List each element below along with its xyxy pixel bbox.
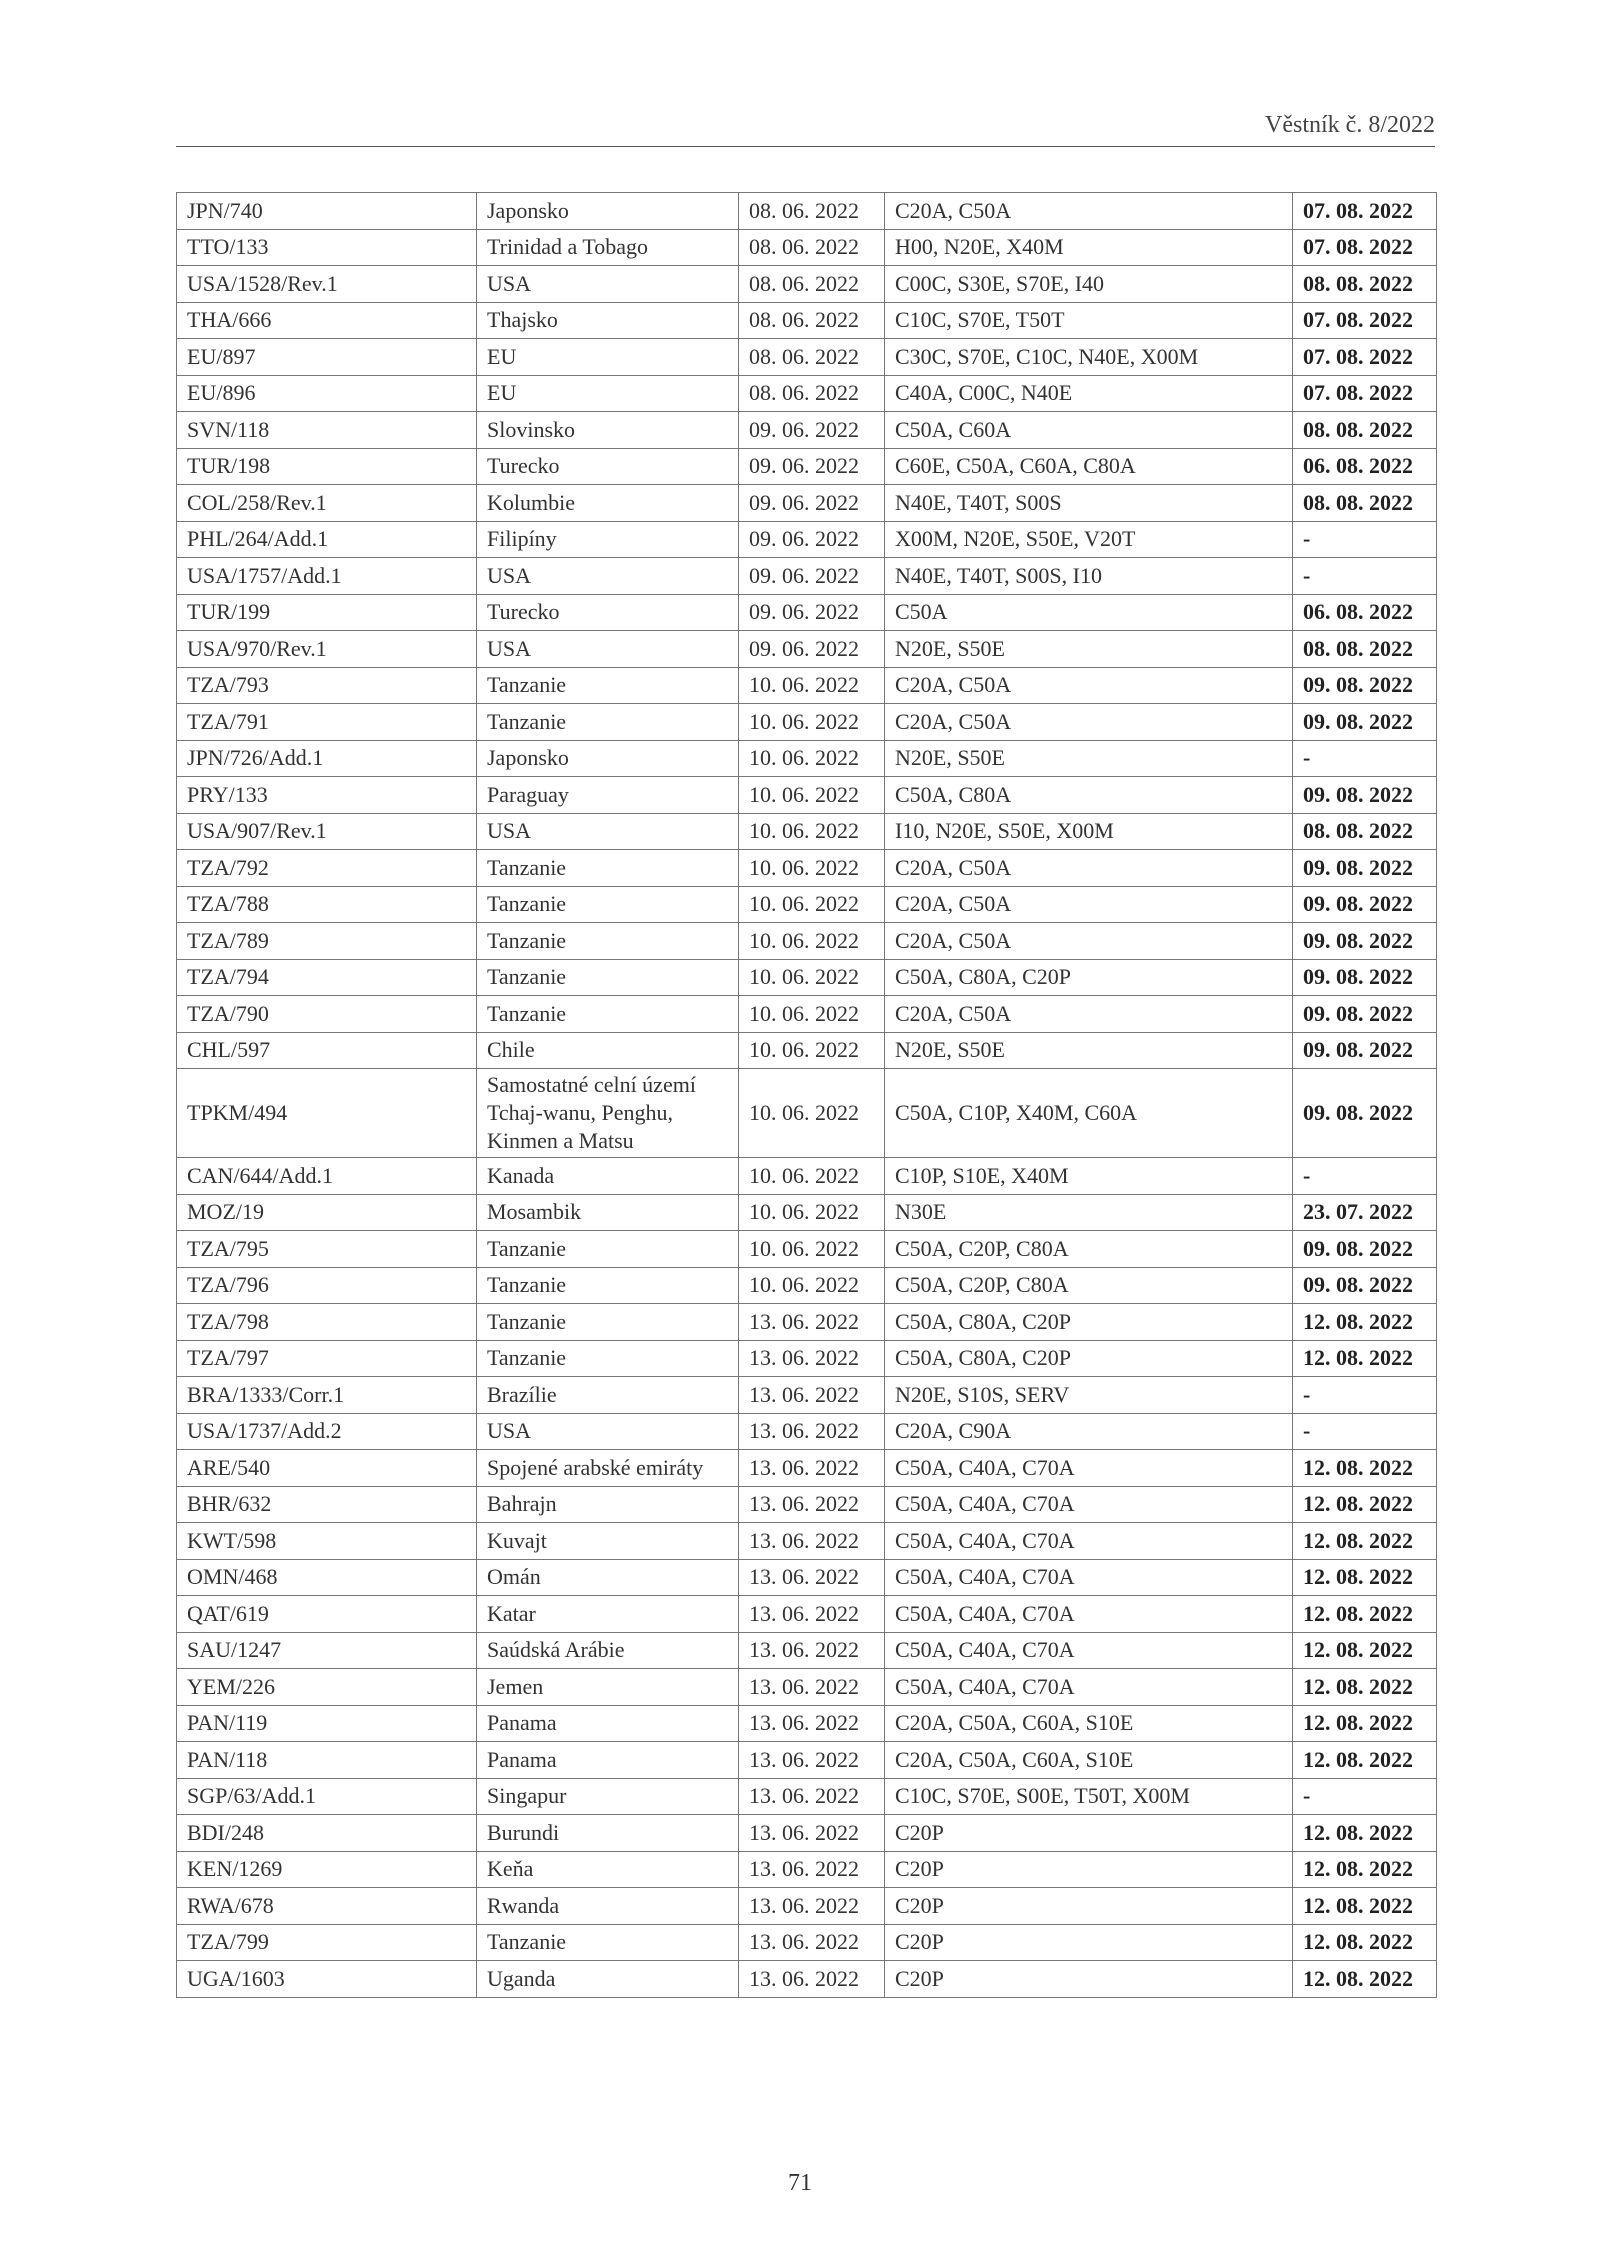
document-code-cell: TZA/799 xyxy=(177,1924,477,1961)
comment-deadline-cell: 08. 08. 2022 xyxy=(1293,631,1437,668)
table-row xyxy=(177,302,1437,339)
table-row xyxy=(177,996,1437,1033)
country-cell: Chile xyxy=(477,1032,739,1069)
table-row xyxy=(177,266,1437,303)
classification-codes-cell: C20P xyxy=(885,1924,1293,1961)
notification-date-cell: 08. 06. 2022 xyxy=(739,375,885,412)
classification-codes-cell: N20E, S50E xyxy=(885,1032,1293,1069)
classification-codes-cell: N30E xyxy=(885,1194,1293,1231)
comment-deadline-cell: 08. 08. 2022 xyxy=(1293,266,1437,303)
country-cell: Omán xyxy=(477,1559,739,1596)
notification-date-cell: 10. 06. 2022 xyxy=(739,886,885,923)
document-code-cell: TZA/792 xyxy=(177,850,477,887)
comment-deadline-cell: 12. 08. 2022 xyxy=(1293,1924,1437,1961)
country-cell: USA xyxy=(477,631,739,668)
classification-codes-cell: N20E, S50E xyxy=(885,740,1293,777)
country-cell: Tanzanie xyxy=(477,1924,739,1961)
document-code-cell: QAT/619 xyxy=(177,1596,477,1633)
notification-date-cell: 10. 06. 2022 xyxy=(739,996,885,1033)
country-cell: Tanzanie xyxy=(477,886,739,923)
classification-codes-cell: C50A, C80A, C20P xyxy=(885,959,1293,996)
country-cell: Panama xyxy=(477,1742,739,1779)
table-row xyxy=(177,1486,1437,1523)
country-cell: Burundi xyxy=(477,1815,739,1852)
table-row xyxy=(177,704,1437,741)
table-row xyxy=(177,1632,1437,1669)
classification-codes-cell: C20A, C50A, C60A, S10E xyxy=(885,1705,1293,1742)
notification-date-cell: 13. 06. 2022 xyxy=(739,1559,885,1596)
country-cell: Trinidad a Tobago xyxy=(477,229,739,266)
table-row xyxy=(177,594,1437,631)
table-row xyxy=(177,1523,1437,1560)
table-row xyxy=(177,375,1437,412)
document-code-cell: JPN/726/Add.1 xyxy=(177,740,477,777)
notification-date-cell: 13. 06. 2022 xyxy=(739,1632,885,1669)
comment-deadline-cell: 08. 08. 2022 xyxy=(1293,485,1437,522)
comment-deadline-cell: 12. 08. 2022 xyxy=(1293,1632,1437,1669)
document-code-cell: TUR/198 xyxy=(177,448,477,485)
notification-date-cell: 09. 06. 2022 xyxy=(739,594,885,631)
classification-codes-cell: C50A, C80A, C20P xyxy=(885,1340,1293,1377)
country-cell: Tanzanie xyxy=(477,959,739,996)
document-code-cell: ARE/540 xyxy=(177,1450,477,1487)
document-code-cell: USA/907/Rev.1 xyxy=(177,813,477,850)
classification-codes-cell: C50A, C40A, C70A xyxy=(885,1486,1293,1523)
notification-date-cell: 13. 06. 2022 xyxy=(739,1961,885,1998)
notification-date-cell: 10. 06. 2022 xyxy=(739,1194,885,1231)
document-code-cell: USA/1737/Add.2 xyxy=(177,1413,477,1450)
country-cell: Uganda xyxy=(477,1961,739,1998)
comment-deadline-cell: - xyxy=(1293,1778,1437,1815)
table-row xyxy=(177,1032,1437,1069)
classification-codes-cell: C10C, S70E, T50T xyxy=(885,302,1293,339)
comment-deadline-cell: 09. 08. 2022 xyxy=(1293,667,1437,704)
country-cell: Spojené arabské emiráty xyxy=(477,1450,739,1487)
classification-codes-cell: C00C, S30E, S70E, I40 xyxy=(885,266,1293,303)
table-row xyxy=(177,1450,1437,1487)
document-code-cell: BHR/632 xyxy=(177,1486,477,1523)
comment-deadline-cell: 23. 07. 2022 xyxy=(1293,1194,1437,1231)
comment-deadline-cell: 09. 08. 2022 xyxy=(1293,1032,1437,1069)
document-code-cell: BDI/248 xyxy=(177,1815,477,1852)
table-row xyxy=(177,740,1437,777)
classification-codes-cell: C30C, S70E, C10C, N40E, X00M xyxy=(885,339,1293,376)
table-row xyxy=(177,1340,1437,1377)
comment-deadline-cell: 06. 08. 2022 xyxy=(1293,594,1437,631)
document-code-cell: EU/897 xyxy=(177,339,477,376)
document-code-cell: THA/666 xyxy=(177,302,477,339)
notification-date-cell: 10. 06. 2022 xyxy=(739,1158,885,1195)
classification-codes-cell: C20A, C50A xyxy=(885,193,1293,230)
comment-deadline-cell: 12. 08. 2022 xyxy=(1293,1304,1437,1341)
document-code-cell: TZA/791 xyxy=(177,704,477,741)
notification-date-cell: 10. 06. 2022 xyxy=(739,1032,885,1069)
document-code-cell: BRA/1333/Corr.1 xyxy=(177,1377,477,1414)
country-cell: EU xyxy=(477,375,739,412)
document-code-cell: PAN/118 xyxy=(177,1742,477,1779)
country-cell: Kanada xyxy=(477,1158,739,1195)
table-body xyxy=(177,193,1437,1998)
notification-date-cell: 13. 06. 2022 xyxy=(739,1450,885,1487)
table-row xyxy=(177,813,1437,850)
country-cell: USA xyxy=(477,813,739,850)
country-cell: Japonsko xyxy=(477,740,739,777)
table-row xyxy=(177,1888,1437,1925)
country-cell: Saúdská Arábie xyxy=(477,1632,739,1669)
document-code-cell: TZA/794 xyxy=(177,959,477,996)
classification-codes-cell: C20A, C50A xyxy=(885,704,1293,741)
country-cell: Turecko xyxy=(477,448,739,485)
document-code-cell: CHL/597 xyxy=(177,1032,477,1069)
table-row xyxy=(177,1158,1437,1195)
document-code-cell: KEN/1269 xyxy=(177,1851,477,1888)
table-row xyxy=(177,1924,1437,1961)
table-row xyxy=(177,229,1437,266)
table-row xyxy=(177,448,1437,485)
notification-date-cell: 08. 06. 2022 xyxy=(739,193,885,230)
document-code-cell: SGP/63/Add.1 xyxy=(177,1778,477,1815)
notification-table xyxy=(176,192,1437,1998)
table-row xyxy=(177,1194,1437,1231)
country-cell: EU xyxy=(477,339,739,376)
notification-date-cell: 10. 06. 2022 xyxy=(739,923,885,960)
classification-codes-cell: N20E, S50E xyxy=(885,631,1293,668)
table-row xyxy=(177,959,1437,996)
notification-date-cell: 08. 06. 2022 xyxy=(739,339,885,376)
table-row xyxy=(177,1742,1437,1779)
document-code-cell: CAN/644/Add.1 xyxy=(177,1158,477,1195)
comment-deadline-cell: 08. 08. 2022 xyxy=(1293,813,1437,850)
classification-codes-cell: C20A, C50A xyxy=(885,667,1293,704)
country-cell: Filipíny xyxy=(477,521,739,558)
notification-date-cell: 09. 06. 2022 xyxy=(739,412,885,449)
notification-date-cell: 09. 06. 2022 xyxy=(739,448,885,485)
notification-date-cell: 10. 06. 2022 xyxy=(739,1267,885,1304)
country-cell: Jemen xyxy=(477,1669,739,1706)
table-row xyxy=(177,777,1437,814)
document-code-cell: JPN/740 xyxy=(177,193,477,230)
classification-codes-cell: N40E, T40T, S00S xyxy=(885,485,1293,522)
document-code-cell: TPKM/494 xyxy=(177,1069,477,1158)
table-row xyxy=(177,1559,1437,1596)
notification-date-cell: 10. 06. 2022 xyxy=(739,667,885,704)
country-cell: Tanzanie xyxy=(477,923,739,960)
comment-deadline-cell: - xyxy=(1293,558,1437,595)
table-row xyxy=(177,521,1437,558)
notification-date-cell: 13. 06. 2022 xyxy=(739,1851,885,1888)
comment-deadline-cell: - xyxy=(1293,1413,1437,1450)
table-row xyxy=(177,339,1437,376)
document-code-cell: TZA/789 xyxy=(177,923,477,960)
document-code-cell: SAU/1247 xyxy=(177,1632,477,1669)
comment-deadline-cell: 12. 08. 2022 xyxy=(1293,1705,1437,1742)
country-cell: USA xyxy=(477,558,739,595)
classification-codes-cell: C50A, C20P, C80A xyxy=(885,1231,1293,1268)
country-cell: Samostatné celní území Tchaj-wanu, Penghu, Kinmen a Matsu xyxy=(477,1069,739,1158)
notification-date-cell: 09. 06. 2022 xyxy=(739,631,885,668)
country-cell: Tanzanie xyxy=(477,667,739,704)
country-cell: Brazílie xyxy=(477,1377,739,1414)
classification-codes-cell: C20A, C50A, C60A, S10E xyxy=(885,1742,1293,1779)
country-cell: Kuvajt xyxy=(477,1523,739,1560)
comment-deadline-cell: 12. 08. 2022 xyxy=(1293,1523,1437,1560)
comment-deadline-cell: 07. 08. 2022 xyxy=(1293,302,1437,339)
classification-codes-cell: C20A, C50A xyxy=(885,996,1293,1033)
country-cell: USA xyxy=(477,266,739,303)
comment-deadline-cell: - xyxy=(1293,521,1437,558)
bulletin-title: Věstník č. 8/2022 xyxy=(1265,112,1435,138)
notification-date-cell: 13. 06. 2022 xyxy=(739,1924,885,1961)
comment-deadline-cell: 09. 08. 2022 xyxy=(1293,923,1437,960)
table-row xyxy=(177,1304,1437,1341)
document-code-cell: TZA/795 xyxy=(177,1231,477,1268)
comment-deadline-cell: - xyxy=(1293,740,1437,777)
document-code-cell: USA/1528/Rev.1 xyxy=(177,266,477,303)
document-code-cell: YEM/226 xyxy=(177,1669,477,1706)
classification-codes-cell: H00, N20E, X40M xyxy=(885,229,1293,266)
notification-date-cell: 10. 06. 2022 xyxy=(739,1231,885,1268)
comment-deadline-cell: 07. 08. 2022 xyxy=(1293,375,1437,412)
comment-deadline-cell: 09. 08. 2022 xyxy=(1293,1069,1437,1158)
notification-date-cell: 10. 06. 2022 xyxy=(739,959,885,996)
table-row xyxy=(177,1669,1437,1706)
country-cell: Singapur xyxy=(477,1778,739,1815)
notification-date-cell: 13. 06. 2022 xyxy=(739,1377,885,1414)
table-row xyxy=(177,558,1437,595)
classification-codes-cell: C50A, C40A, C70A xyxy=(885,1632,1293,1669)
document-code-cell: TZA/798 xyxy=(177,1304,477,1341)
table-row xyxy=(177,1961,1437,1998)
notification-date-cell: 10. 06. 2022 xyxy=(739,704,885,741)
comment-deadline-cell: 07. 08. 2022 xyxy=(1293,229,1437,266)
notification-date-cell: 09. 06. 2022 xyxy=(739,521,885,558)
table-row xyxy=(177,1377,1437,1414)
table-row xyxy=(177,923,1437,960)
comment-deadline-cell: 07. 08. 2022 xyxy=(1293,193,1437,230)
notification-date-cell: 09. 06. 2022 xyxy=(739,558,885,595)
classification-codes-cell: C60E, C50A, C60A, C80A xyxy=(885,448,1293,485)
classification-codes-cell: C20A, C50A xyxy=(885,886,1293,923)
country-cell: Turecko xyxy=(477,594,739,631)
comment-deadline-cell: 12. 08. 2022 xyxy=(1293,1559,1437,1596)
comment-deadline-cell: 12. 08. 2022 xyxy=(1293,1961,1437,1998)
table-row xyxy=(177,667,1437,704)
comment-deadline-cell: 12. 08. 2022 xyxy=(1293,1851,1437,1888)
notification-date-cell: 13. 06. 2022 xyxy=(739,1669,885,1706)
country-cell: Tanzanie xyxy=(477,1267,739,1304)
document-code-cell: COL/258/Rev.1 xyxy=(177,485,477,522)
comment-deadline-cell: 09. 08. 2022 xyxy=(1293,850,1437,887)
comment-deadline-cell: 12. 08. 2022 xyxy=(1293,1450,1437,1487)
comment-deadline-cell: - xyxy=(1293,1158,1437,1195)
classification-codes-cell: N20E, S10S, SERV xyxy=(885,1377,1293,1414)
country-cell: USA xyxy=(477,1413,739,1450)
country-cell: Panama xyxy=(477,1705,739,1742)
comment-deadline-cell: 09. 08. 2022 xyxy=(1293,996,1437,1033)
document-code-cell: RWA/678 xyxy=(177,1888,477,1925)
comment-deadline-cell: 09. 08. 2022 xyxy=(1293,886,1437,923)
document-code-cell: PAN/119 xyxy=(177,1705,477,1742)
comment-deadline-cell: 09. 08. 2022 xyxy=(1293,777,1437,814)
country-cell: Tanzanie xyxy=(477,1304,739,1341)
table-row xyxy=(177,1815,1437,1852)
document-code-cell: PRY/133 xyxy=(177,777,477,814)
notification-date-cell: 09. 06. 2022 xyxy=(739,485,885,522)
comment-deadline-cell: 09. 08. 2022 xyxy=(1293,959,1437,996)
notification-date-cell: 08. 06. 2022 xyxy=(739,266,885,303)
comment-deadline-cell: 06. 08. 2022 xyxy=(1293,448,1437,485)
document-code-cell: TZA/788 xyxy=(177,886,477,923)
notification-date-cell: 10. 06. 2022 xyxy=(739,813,885,850)
comment-deadline-cell: 12. 08. 2022 xyxy=(1293,1340,1437,1377)
page-number: 71 xyxy=(788,2170,812,2196)
comment-deadline-cell: 12. 08. 2022 xyxy=(1293,1815,1437,1852)
table-row xyxy=(177,850,1437,887)
table-row xyxy=(177,886,1437,923)
notification-date-cell: 13. 06. 2022 xyxy=(739,1742,885,1779)
document-code-cell: OMN/468 xyxy=(177,1559,477,1596)
comment-deadline-cell: 09. 08. 2022 xyxy=(1293,1267,1437,1304)
header-divider xyxy=(176,146,1435,147)
classification-codes-cell: C10P, S10E, X40M xyxy=(885,1158,1293,1195)
country-cell: Tanzanie xyxy=(477,1231,739,1268)
document-code-cell: USA/1757/Add.1 xyxy=(177,558,477,595)
notification-date-cell: 13. 06. 2022 xyxy=(739,1486,885,1523)
classification-codes-cell: C50A xyxy=(885,594,1293,631)
classification-codes-cell: C50A, C40A, C70A xyxy=(885,1669,1293,1706)
classification-codes-cell: C20P xyxy=(885,1961,1293,1998)
notification-date-cell: 13. 06. 2022 xyxy=(739,1778,885,1815)
classification-codes-cell: C20A, C90A xyxy=(885,1413,1293,1450)
notification-date-cell: 13. 06. 2022 xyxy=(739,1705,885,1742)
document-code-cell: EU/896 xyxy=(177,375,477,412)
document-code-cell: KWT/598 xyxy=(177,1523,477,1560)
table-row xyxy=(177,1069,1437,1158)
comment-deadline-cell: 12. 08. 2022 xyxy=(1293,1669,1437,1706)
classification-codes-cell: C50A, C60A xyxy=(885,412,1293,449)
comment-deadline-cell: 12. 08. 2022 xyxy=(1293,1596,1437,1633)
table-row xyxy=(177,1596,1437,1633)
table-row xyxy=(177,631,1437,668)
classification-codes-cell: C50A, C10P, X40M, C60A xyxy=(885,1069,1293,1158)
classification-codes-cell: C50A, C20P, C80A xyxy=(885,1267,1293,1304)
table-row xyxy=(177,485,1437,522)
classification-codes-cell: C20P xyxy=(885,1815,1293,1852)
country-cell: Rwanda xyxy=(477,1888,739,1925)
notification-date-cell: 10. 06. 2022 xyxy=(739,740,885,777)
comment-deadline-cell: - xyxy=(1293,1377,1437,1414)
table-row xyxy=(177,1778,1437,1815)
country-cell: Tanzanie xyxy=(477,704,739,741)
notification-date-cell: 13. 06. 2022 xyxy=(739,1340,885,1377)
notification-date-cell: 08. 06. 2022 xyxy=(739,302,885,339)
classification-codes-cell: C20A, C50A xyxy=(885,850,1293,887)
notification-date-cell: 13. 06. 2022 xyxy=(739,1523,885,1560)
country-cell: Katar xyxy=(477,1596,739,1633)
document-code-cell: TZA/793 xyxy=(177,667,477,704)
classification-codes-cell: C20A, C50A xyxy=(885,923,1293,960)
notification-date-cell: 13. 06. 2022 xyxy=(739,1596,885,1633)
document-code-cell: TZA/797 xyxy=(177,1340,477,1377)
document-code-cell: MOZ/19 xyxy=(177,1194,477,1231)
comment-deadline-cell: 09. 08. 2022 xyxy=(1293,1231,1437,1268)
document-code-cell: UGA/1603 xyxy=(177,1961,477,1998)
notification-date-cell: 13. 06. 2022 xyxy=(739,1815,885,1852)
document-code-cell: TZA/790 xyxy=(177,996,477,1033)
notification-date-cell: 13. 06. 2022 xyxy=(739,1888,885,1925)
classification-codes-cell: C50A, C80A xyxy=(885,777,1293,814)
comment-deadline-cell: 12. 08. 2022 xyxy=(1293,1486,1437,1523)
comment-deadline-cell: 09. 08. 2022 xyxy=(1293,704,1437,741)
document-code-cell: PHL/264/Add.1 xyxy=(177,521,477,558)
classification-codes-cell: N40E, T40T, S00S, I10 xyxy=(885,558,1293,595)
country-cell: Tanzanie xyxy=(477,996,739,1033)
classification-codes-cell: C20P xyxy=(885,1888,1293,1925)
comment-deadline-cell: 07. 08. 2022 xyxy=(1293,339,1437,376)
notification-date-cell: 10. 06. 2022 xyxy=(739,850,885,887)
table-row xyxy=(177,412,1437,449)
classification-codes-cell: C50A, C40A, C70A xyxy=(885,1596,1293,1633)
classification-codes-cell: C10C, S70E, S00E, T50T, X00M xyxy=(885,1778,1293,1815)
country-cell: Paraguay xyxy=(477,777,739,814)
country-cell: Tanzanie xyxy=(477,850,739,887)
classification-codes-cell: I10, N20E, S50E, X00M xyxy=(885,813,1293,850)
classification-codes-cell: C50A, C80A, C20P xyxy=(885,1304,1293,1341)
country-cell: Bahrajn xyxy=(477,1486,739,1523)
country-cell: Kolumbie xyxy=(477,485,739,522)
notification-date-cell: 10. 06. 2022 xyxy=(739,1069,885,1158)
notification-date-cell: 08. 06. 2022 xyxy=(739,229,885,266)
document-code-cell: SVN/118 xyxy=(177,412,477,449)
document-code-cell: TUR/199 xyxy=(177,594,477,631)
classification-codes-cell: X00M, N20E, S50E, V20T xyxy=(885,521,1293,558)
table-row xyxy=(177,193,1437,230)
country-cell: Keňa xyxy=(477,1851,739,1888)
classification-codes-cell: C50A, C40A, C70A xyxy=(885,1559,1293,1596)
notification-date-cell: 10. 06. 2022 xyxy=(739,777,885,814)
classification-codes-cell: C50A, C40A, C70A xyxy=(885,1450,1293,1487)
classification-codes-cell: C50A, C40A, C70A xyxy=(885,1523,1293,1560)
classification-codes-cell: C40A, C00C, N40E xyxy=(885,375,1293,412)
comment-deadline-cell: 12. 08. 2022 xyxy=(1293,1742,1437,1779)
notification-date-cell: 13. 06. 2022 xyxy=(739,1304,885,1341)
country-cell: Slovinsko xyxy=(477,412,739,449)
table-row xyxy=(177,1851,1437,1888)
classification-codes-cell: C20P xyxy=(885,1851,1293,1888)
comment-deadline-cell: 08. 08. 2022 xyxy=(1293,412,1437,449)
country-cell: Mosambik xyxy=(477,1194,739,1231)
table-row xyxy=(177,1267,1437,1304)
document-code-cell: TTO/133 xyxy=(177,229,477,266)
country-cell: Tanzanie xyxy=(477,1340,739,1377)
table-row xyxy=(177,1705,1437,1742)
notification-date-cell: 13. 06. 2022 xyxy=(739,1413,885,1450)
table-row xyxy=(177,1413,1437,1450)
document-code-cell: TZA/796 xyxy=(177,1267,477,1304)
table-row xyxy=(177,1231,1437,1268)
country-cell: Japonsko xyxy=(477,193,739,230)
country-cell: Thajsko xyxy=(477,302,739,339)
document-code-cell: USA/970/Rev.1 xyxy=(177,631,477,668)
comment-deadline-cell: 12. 08. 2022 xyxy=(1293,1888,1437,1925)
